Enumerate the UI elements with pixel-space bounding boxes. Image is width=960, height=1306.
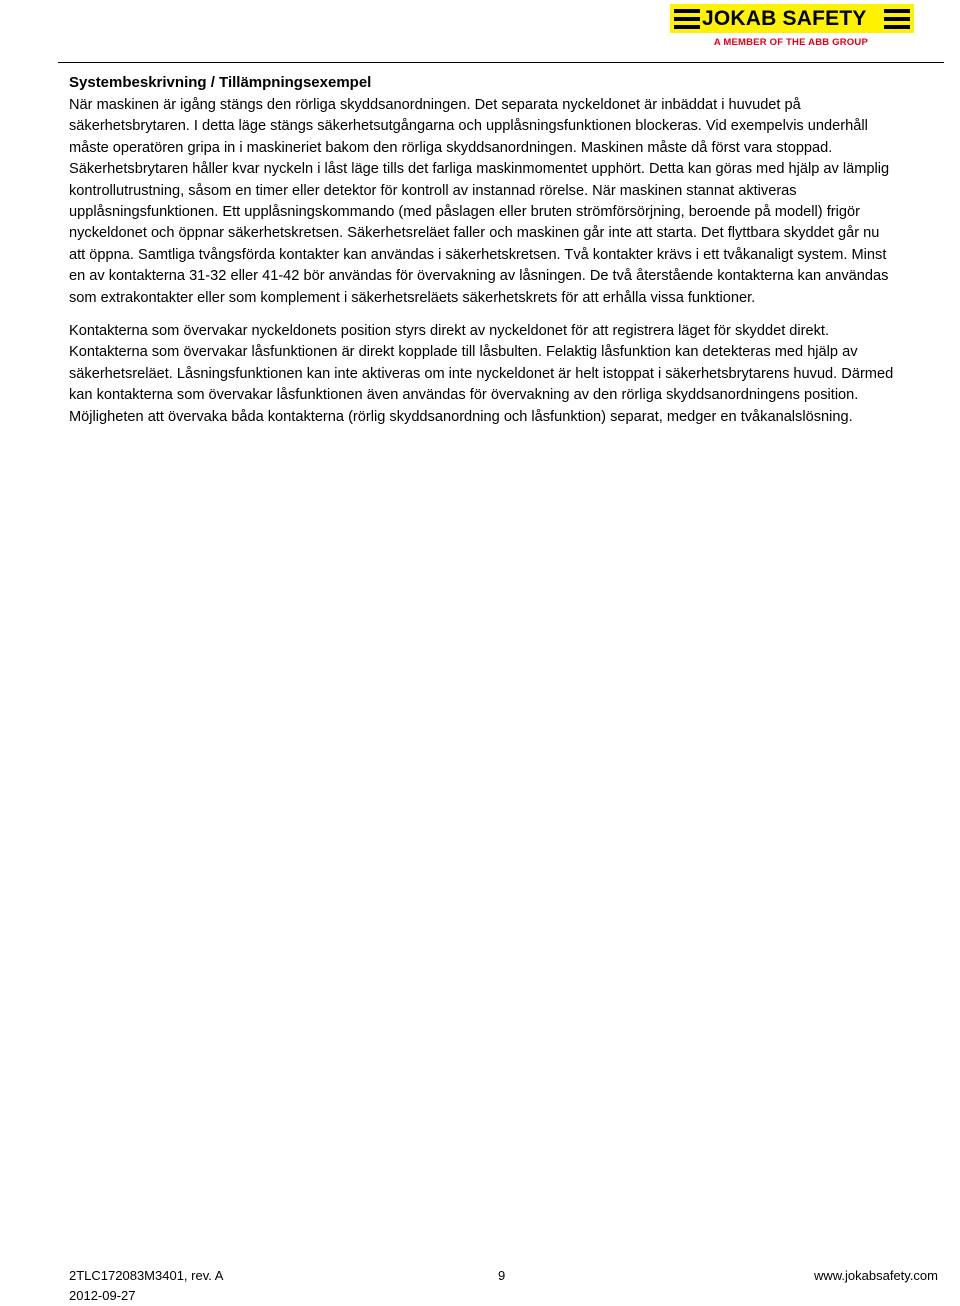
logo-stripes-right-icon: [884, 9, 910, 29]
header-divider: [58, 62, 944, 63]
logo-text: JOKAB SAFETY: [702, 7, 867, 30]
document-id: 2TLC172083M3401, rev. A: [69, 1268, 224, 1283]
logo-stripes-icon: [674, 9, 700, 29]
document-body: [69, 72, 894, 440]
logo-bar: [670, 4, 914, 33]
page-number: 9: [498, 1268, 506, 1283]
logo-subtitle: A MEMBER OF THE ABB GROUP: [713, 37, 868, 48]
document-date: 2012-09-27: [69, 1288, 136, 1303]
section-heading: Systembeskrivning / Tillämpningsexempel: [69, 74, 372, 91]
jokab-safety-logo: [670, 4, 914, 48]
website-link[interactable]: www.jokabsafety.com: [813, 1268, 938, 1283]
paragraph-2: Kontakterna som övervakar nyckeldonets position styrs direkt av nyckeldonet för att registrera läget för skyddet direkt. Kontakterna som övervakar låsfunktionen är direkt kopplade till låsbulten. Felaktig låsfunktion kan detekteras med hjälp av säkerhetsreläet. Låsningsfunktionen kan inte aktiveras om inte nyckeldonet är helt istoppat i säkerhetsbrytarens huvud. Därmed kan kontakterna som övervakar låsfunktionen även användas för övervakning av den rörliga skyddsanordningens position. Möjligheten att övervaka båda kontakterna (rörlig skyddsanordning och låsfunktion) separat, medger en tvåkanalslösning.: [69, 323, 894, 425]
paragraph-1: När maskinen är igång stängs den rörliga skyddsanordningen. Det separata nyckeldonet är inbäddat i huvudet på säkerhetsbrytaren. I detta läge stängs säkerhetsutgångarna och upplåsningsfunktionen blockeras. Vid exempelvis underhåll måste operatören gripa in i maskineriet bakom den rörliga skyddsanordningen. Maskinen måste då först vara stoppad. Säkerhetsbrytaren håller kvar nyckeln i låst läge tills det farliga maskinmomentet upphört. Detta kan göras med hjälp av lämplig kontrollutrustning, såsom en timer eller detektor för kontroll av instannad rörelse. När maskinen stannat aktiveras upplåsningsfunktionen. Ett upplåsningskommando (med påslagen eller bruten strömförsörjning, beroende på modell) frigör nyckeldonet och öppnar säkerhetskretsen. Säkerhetsreläet faller och maskinen går inte att starta. Det flyttbara skyddet går nu att öppna. Samtliga tvångsförda kontakter kan användas i säkerhetskretsen. Två kontakter krävs i ett tvåkanaligt system. Minst en av kontakterna 31-32 eller 41-42 bör användas för övervakning av låsningen. De två återstående kontakterna kan användas som extrakontakter eller som komplement i säkerhetsreläets säkerhetskrets för att erhålla vissa funktioner.: [69, 97, 890, 306]
